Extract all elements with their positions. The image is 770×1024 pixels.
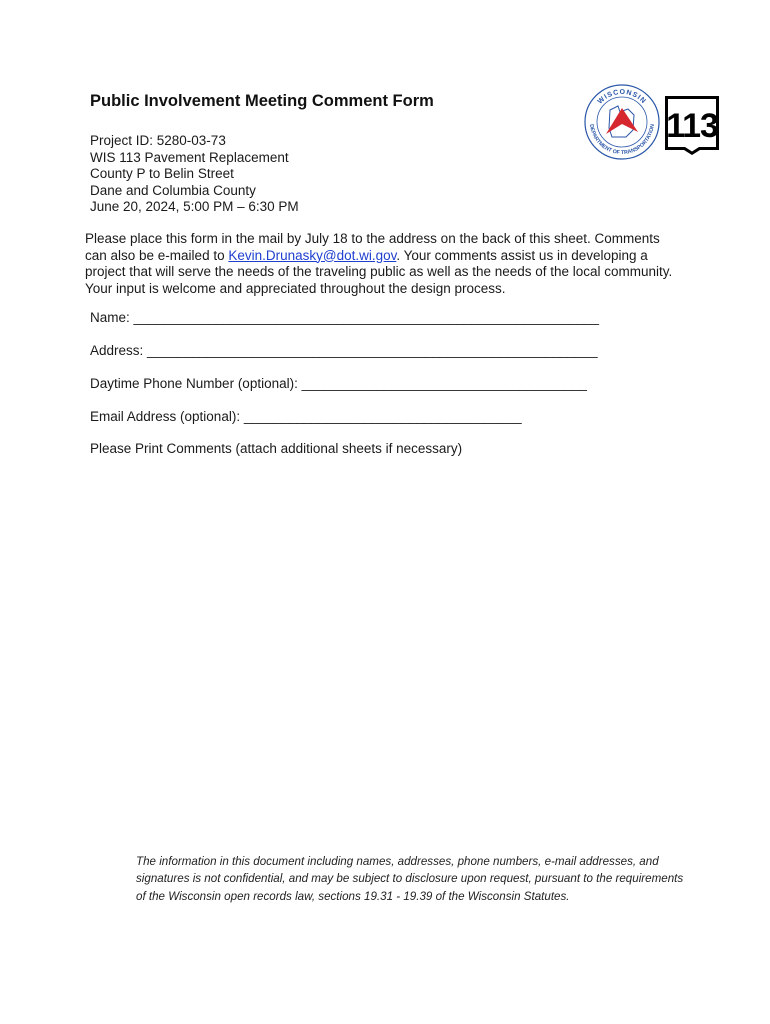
route-113-shield-icon [662, 94, 722, 156]
svg-text:DEPARTMENT OF TRANSPORTATION: DEPARTMENT OF TRANSPORTATION [588, 123, 656, 157]
phone-field[interactable]: Daytime Phone Number (optional): ______________________________________ [90, 376, 587, 391]
records-disclaimer: The information in this document including names, addresses, phone numbers, e-mail addresses, and signatures is not confidential, and may be subject to disclosure upon request, pursuant to the requirements of the Wisconsin open records law, sections 19.31 - 19.39 of the Wisconsin Statutes. [136, 855, 684, 903]
project-name: WIS 113 Pavement Replacement [90, 149, 289, 165]
project-id: Project ID: 5280-03-73 [90, 133, 226, 148]
header-logos [582, 82, 727, 162]
meeting-datetime: June 20, 2024, 5:00 PM – 6:30 PM [90, 199, 299, 215]
route-number: 113 [666, 107, 718, 145]
project-limits: County P to Belin Street [90, 166, 234, 182]
instructions-text-1: Please place this form in the mail by July 18 to the address on the back of this sheet. Comments can also be e-mailed to [85, 231, 660, 263]
address-field[interactable]: Address: ____________________________________________________________ [90, 343, 598, 358]
email-field[interactable]: Email Address (optional): _____________________________________ [90, 409, 522, 424]
project-counties: Dane and Columbia County [90, 182, 256, 198]
project-info [90, 133, 299, 216]
svg-text:WISCONSIN: WISCONSIN [596, 88, 648, 106]
form-title: Public Involvement Meeting Comment Form [90, 92, 434, 110]
comments-label: Please Print Comments (attach additional sheets if necessary) [90, 441, 463, 456]
instructions-paragraph [85, 231, 685, 297]
name-field[interactable]: Name: ______________________________________________________________ [90, 310, 600, 325]
contact-email-link[interactable]: Kevin.Drunasky@dot.wi.gov [228, 247, 397, 263]
wisdot-seal-logo [582, 82, 662, 162]
instructions-text-2: . Your comments assist us in developing a project that will serve the needs of the traveling public as well as the needs of the local community. Your input is welcome and appreciated throughout the design process. [85, 247, 673, 296]
